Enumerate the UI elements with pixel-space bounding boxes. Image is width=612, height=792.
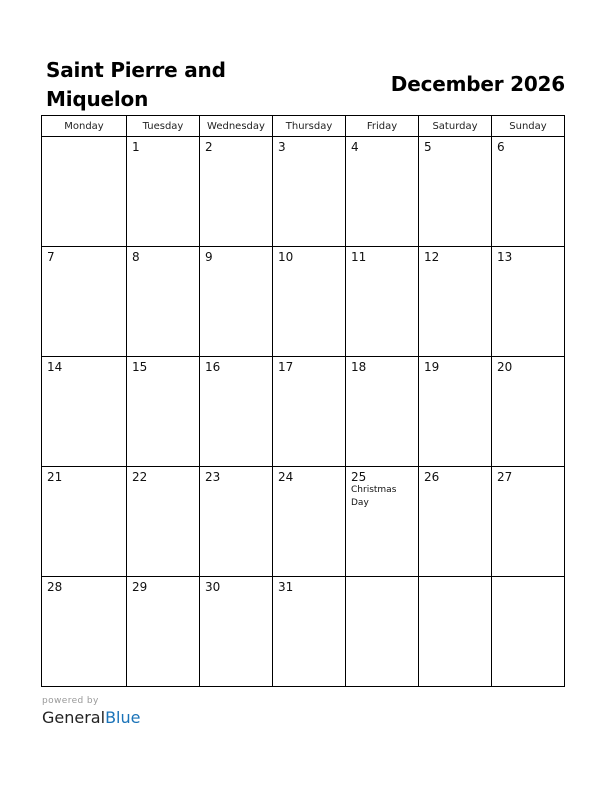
day-cell — [42, 357, 127, 467]
day-number: 19 — [424, 360, 440, 374]
weekday-header-tuesday: Tuesday — [127, 116, 200, 137]
day-number: 20 — [497, 360, 513, 374]
day-cell — [419, 137, 492, 247]
day-number: 1 — [132, 140, 140, 154]
day-cell — [42, 577, 127, 687]
footer-branding — [42, 696, 140, 728]
day-cell — [273, 357, 346, 467]
day-number: 12 — [424, 250, 440, 264]
month-year-title: December 2026 — [390, 72, 565, 96]
weekday-header-row — [42, 116, 565, 137]
day-number — [42, 137, 126, 140]
day-number: 25 — [351, 470, 367, 484]
weekday-header-monday: Monday — [42, 116, 127, 137]
day-cell — [200, 247, 273, 357]
day-cell — [492, 137, 565, 247]
day-number: 8 — [132, 250, 140, 264]
day-number: 18 — [351, 360, 367, 374]
weekday-header-thursday: Thursday — [273, 116, 346, 137]
day-number: 29 — [132, 580, 148, 594]
day-number: 27 — [497, 470, 513, 484]
day-cell — [127, 577, 200, 687]
day-cell — [492, 577, 565, 687]
powered-by-text: powered by — [42, 696, 99, 706]
day-cell — [42, 247, 127, 357]
weekday-header-wednesday: Wednesday — [200, 116, 273, 137]
day-cell — [346, 247, 419, 357]
week-row — [42, 247, 565, 357]
day-number: 13 — [497, 250, 513, 264]
day-cell — [419, 357, 492, 467]
calendar-grid — [41, 115, 565, 687]
day-number: 28 — [47, 580, 63, 594]
week-row — [42, 577, 565, 687]
day-cell — [492, 357, 565, 467]
day-number: 7 — [47, 250, 55, 264]
brand-name-general: General — [42, 708, 106, 727]
day-cell — [127, 357, 200, 467]
day-cell — [273, 247, 346, 357]
day-number: 10 — [278, 250, 294, 264]
day-cell — [346, 357, 419, 467]
day-cell-holiday — [346, 467, 419, 577]
day-number: 31 — [278, 580, 294, 594]
day-number: 26 — [424, 470, 440, 484]
day-number — [419, 577, 491, 580]
week-row — [42, 137, 565, 247]
day-number: 5 — [424, 140, 432, 154]
day-number: 3 — [278, 140, 286, 154]
day-number: 15 — [132, 360, 148, 374]
day-number: 4 — [351, 140, 359, 154]
day-cell — [200, 577, 273, 687]
region-title: Saint Pierre and Miquelon — [46, 58, 226, 111]
day-cell — [127, 247, 200, 357]
day-cell — [419, 247, 492, 357]
day-number: 23 — [205, 470, 221, 484]
day-cell — [419, 467, 492, 577]
brand-name-blue: Blue — [105, 708, 141, 727]
day-cell — [273, 137, 346, 247]
day-number: 21 — [47, 470, 63, 484]
day-number — [492, 577, 564, 580]
day-number: 2 — [205, 140, 213, 154]
day-cell — [419, 577, 492, 687]
weekday-header-friday: Friday — [346, 116, 419, 137]
day-cell — [492, 247, 565, 357]
day-number: 11 — [351, 250, 367, 264]
day-number: 6 — [497, 140, 505, 154]
day-number: 17 — [278, 360, 294, 374]
day-number: 14 — [47, 360, 63, 374]
holiday-label: Christmas Day — [351, 485, 397, 508]
weekday-header-saturday: Saturday — [419, 116, 492, 137]
day-cell — [127, 137, 200, 247]
day-cell — [273, 467, 346, 577]
day-cell — [200, 467, 273, 577]
day-number — [346, 577, 418, 580]
week-row — [42, 467, 565, 577]
day-number: 9 — [205, 250, 213, 264]
day-number: 30 — [205, 580, 221, 594]
day-number: 16 — [205, 360, 221, 374]
week-row — [42, 357, 565, 467]
weekday-header-sunday: Sunday — [492, 116, 565, 137]
day-cell — [42, 137, 127, 247]
brand-logo[interactable] — [42, 708, 140, 728]
day-cell — [492, 467, 565, 577]
day-cell — [273, 577, 346, 687]
day-cell — [200, 137, 273, 247]
day-number: 24 — [278, 470, 294, 484]
day-cell — [127, 467, 200, 577]
day-cell — [346, 577, 419, 687]
day-number: 22 — [132, 470, 148, 484]
day-cell — [42, 467, 127, 577]
day-cell — [346, 137, 419, 247]
day-cell — [200, 357, 273, 467]
